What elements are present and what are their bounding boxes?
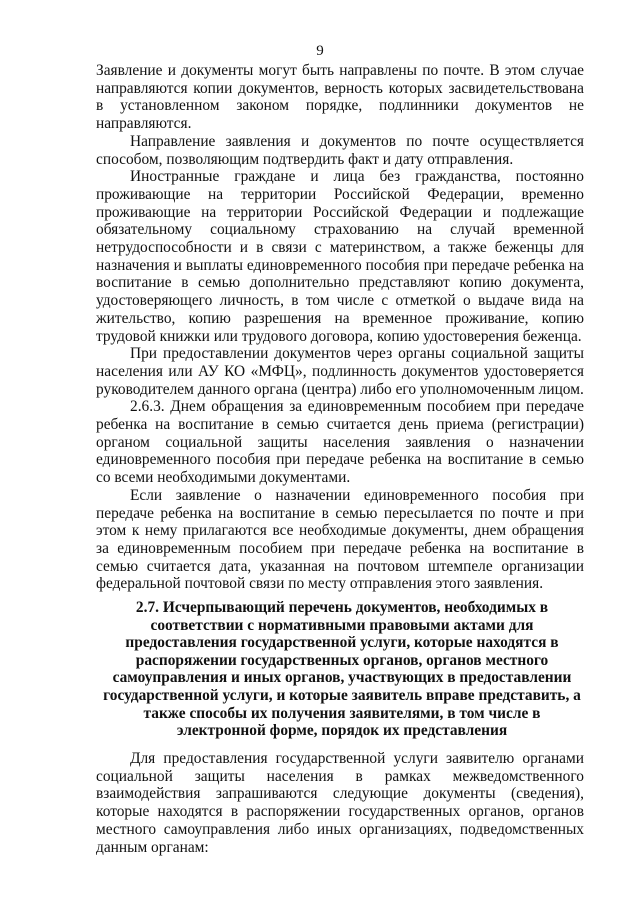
paragraph-postal-submission: Заявление и документы могут быть направлены по почте. В этом случае направляются копии документов, верность которых засвидетельствована в установленном законом порядке, подлинники документов не направляются. — [96, 62, 584, 133]
paragraph-document-authenticity: При предоставлении документов через органы социальной защиты населения или АУ КО «МФЦ», подлинность документов удостоверяется руководителем данного органа (центра) либо его уполномоченным лицом. — [96, 345, 584, 398]
page-number: 9 — [316, 43, 324, 59]
section-heading-2-7: 2.7. Исчерпывающий перечень документов, необходимых в соответствии с нормативными правовыми актами для предоставления государственной услуги, которые находятся в распоряжении государственных органов, органов местного самоуправления и иных органов, участвующих в предоставлении государственной услуги, и которые заявитель вправе представить, а также способы их получения заявителями, в том числе в электронной форме, порядок их представления — [103, 599, 581, 740]
paragraph-interagency-request: Для предоставления государственной услуги заявителю органами социальной защиты населения в рамках межведомственного взаимодействия запрашиваются следующие документы (сведения), которые находятся в распоряжении государственных органов, органов местного самоуправления либо иных организациях, подведомственных данным органам: — [96, 750, 584, 856]
paragraph-2-6-3: 2.6.3. Днем обращения за единовременным пособием при передаче ребенка на воспитание в семью считается день приема (регистрации) органом социальной защиты населения заявления о назначении единовременного пособия при передаче ребенка на воспитание в семью со всеми необходимыми документами. — [96, 398, 584, 487]
body-text-top — [96, 62, 584, 593]
body-text-bottom — [96, 750, 584, 856]
paragraph-foreign-citizens: Иностранные граждане и лица без гражданства, постоянно проживающие на территории Российской Федерации, временно проживающие на территории Российской Федерации и подлежащие обязательному социальному страхованию на случай временной нетрудоспособности и в связи с материнством, а также беженцы для назначения и выплаты единовременного пособия при передаче ребенка на воспитание в семью дополнительно представляют копию документа, удостоверяющего личность, в том числе с отметкой о выдаче вида на жительство, копию разрешения на временное проживание, копию трудовой книжки или трудового договора, копию удостоверения беженца. — [96, 168, 584, 345]
paragraph-postal-method: Направление заявления и документов по почте осуществляется способом, позволяющим подтвердить факт и дату отправления. — [96, 132, 584, 168]
paragraph-postal-date: Если заявление о назначении единовременного пособия при передаче ребенка на воспитание в семью пересылается по почте и при этом к нему прилагаются все необходимые документы, днем обращения за единовременным пособием при передаче ребенка на воспитание в семью считается дата, указанная на почтовом штемпеле организации федеральной почтовой связи по месту отправления этого заявления. — [96, 486, 584, 593]
